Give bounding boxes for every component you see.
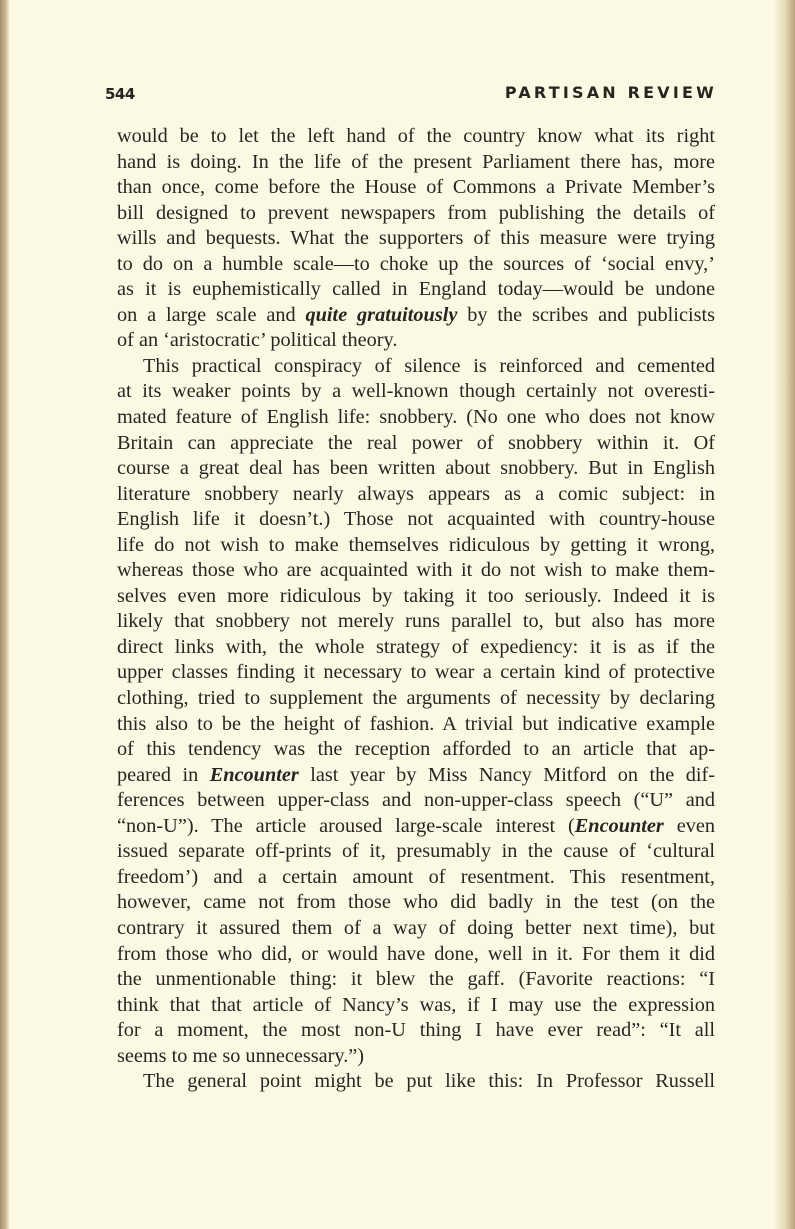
text-line: peared in Encounter last year by Miss Nancy Mitford on the dif- [117, 763, 715, 786]
text-line: of this tendency was the reception afforded to an article that ap- [117, 738, 715, 761]
text-line: on a large scale and quite gratuitously by the scribes and publicists [117, 303, 715, 326]
text-line: at its weaker points by a well-known though certainly not overesti- [117, 380, 715, 403]
running-header [105, 83, 717, 109]
text-line: selves even more ridiculous by taking it too seriously. Indeed it is [117, 584, 715, 607]
text-line: the unmentionable thing: it blew the gaff. (Favorite reactions: “I [117, 968, 715, 991]
italic-title: quite gratuitously [305, 303, 458, 326]
running-title: PARTISAN REVIEW [504, 83, 717, 102]
text-line: This practical conspiracy of silence is reinforced and cemented [143, 354, 715, 377]
text-line: hand is doing. In the life of the present Parliament there has, more [117, 150, 715, 173]
text-line: think that that article of Nancy’s was, if I may use the expression [117, 993, 715, 1016]
text-line: course a great deal has been written about snobbery. But in English [117, 457, 715, 480]
text-line: ferences between upper-class and non-upper-class speech (“U” and [117, 789, 715, 812]
page-number: 544 [105, 85, 135, 103]
text-line: issued separate off-prints of it, presumably in the cause of ‘cultural [117, 840, 715, 863]
text-line: The general point might be put like this: In Professor Russell [143, 1070, 715, 1093]
text-line: as it is euphemistically called in England today—would be undone [117, 278, 715, 301]
italic-title: Encounter [209, 763, 299, 786]
text-line: would be to let the left hand of the country know what its right [117, 125, 715, 147]
text-line: wills and bequests. What the supporters of this measure were trying [117, 227, 715, 250]
text-line: of an ‘aristocratic’ political theory. [117, 329, 398, 352]
text-line: however, came not from those who did badly in the test (on the [117, 891, 715, 914]
text-line: this also to be the height of fashion. A trivial but indicative example [117, 712, 715, 735]
text-line: whereas those who are acquainted with it do not wish to make them- [117, 559, 715, 582]
text-line: freedom’) and a certain amount of resentment. This resentment, [117, 865, 715, 888]
text-line: upper classes finding it necessary to wear a certain kind of protective [117, 661, 715, 684]
italic-title: Encounter [574, 814, 664, 837]
page-edge-right [773, 0, 795, 1229]
text-line: English life it doesn’t.) Those not acquainted with country-house [117, 508, 715, 531]
text-line: Britain can appreciate the real power of snobbery within it. Of [117, 431, 715, 454]
text-line: seems to me so unnecessary.”) [117, 1044, 365, 1067]
text-line: than once, come before the House of Commons a Private Member’s [117, 176, 715, 199]
text-line: literature snobbery nearly always appears as a comic subject: in [117, 482, 715, 505]
text-line: likely that snobbery not merely runs parallel to, but also has more [117, 610, 715, 633]
page-edge-left [0, 0, 9, 1229]
text-line: “non-U”). The article aroused large-scale interest (Encounter even [117, 814, 716, 837]
body-text [117, 124, 715, 1095]
text-line: life do not wish to make themselves ridiculous by getting it wrong, [117, 533, 715, 556]
text-line: for a moment, the most non-U thing I have ever read”: “It all [117, 1019, 715, 1042]
text-line: bill designed to prevent newspapers from publishing the details of [117, 201, 715, 224]
text-line: to do on a humble scale—to choke up the sources of ‘social envy,’ [117, 252, 715, 275]
text-line: from those who did, or would have done, well in it. For them it did [117, 942, 715, 965]
text-line: contrary it assured them of a way of doing better next time), but [117, 916, 715, 939]
text-line: direct links with, the whole strategy of expediency: it is as if the [117, 635, 715, 658]
text-line: clothing, tried to supplement the arguments of necessity by declaring [117, 687, 715, 710]
text-line: mated feature of English life: snobbery. (No one who does not know [117, 406, 715, 429]
